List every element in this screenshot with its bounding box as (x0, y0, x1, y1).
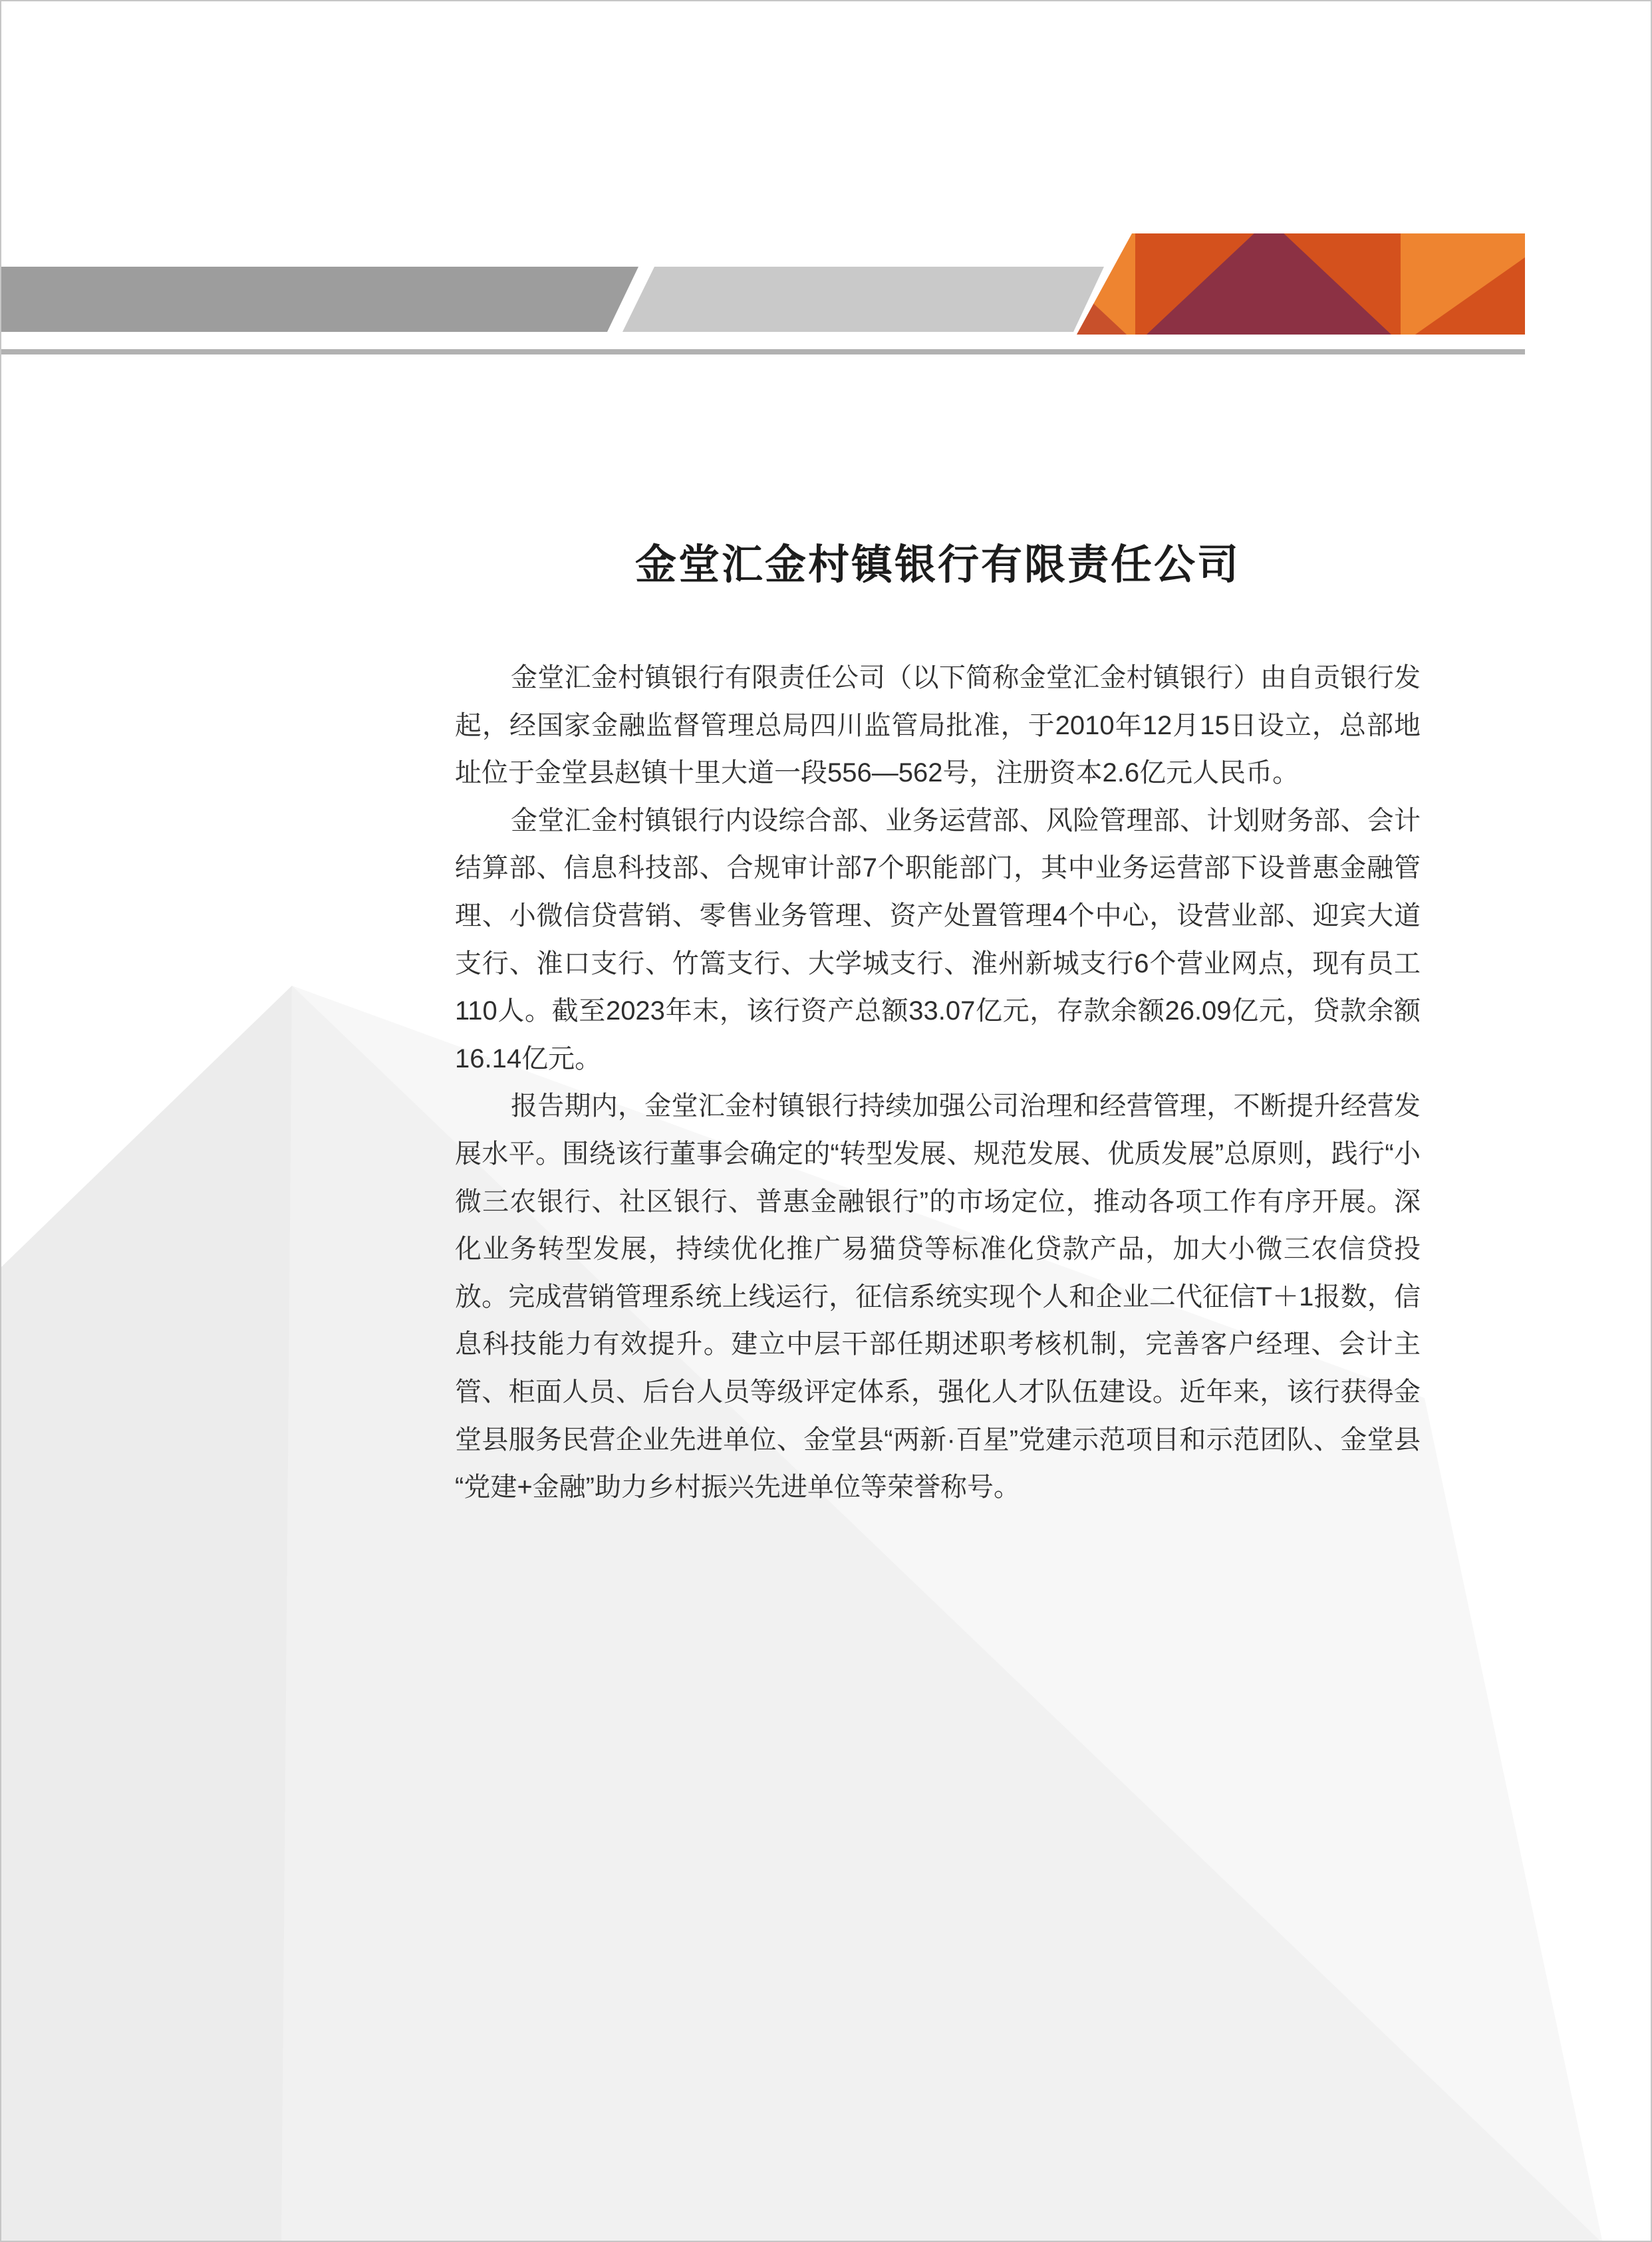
header-dark-parallelogram (1, 267, 638, 332)
article-line: 微三农银行、社区银行、普惠金融银行”的市场定位，推动各项工作有序开展。深 (455, 1187, 1421, 1216)
header-rule-line (1, 349, 1525, 354)
article-line: 管、柜面人员、后台人员等级评定体系，强化人才队伍建设。近年来，该行获得金 (455, 1377, 1421, 1407)
page-title: 金堂汇金村镇银行有限责任公司 (634, 542, 1240, 588)
article-line: 址位于金堂县赵镇十里大道一段556—562号，注册资本2.6亿元人民币。 (455, 758, 1300, 788)
article-line: 金堂汇金村镇银行内设综合部、业务运营部、风险管理部、计划财务部、会计 (511, 805, 1421, 835)
article-line: 支行、淮口支行、竹篙支行、大学城支行、淮州新城支行6个营业网点，现有员工 (455, 948, 1421, 978)
article-body (455, 654, 1421, 1512)
article-line: 化业务转型发展，持续优化推广易猫贷等标准化贷款产品，加大小微三农信贷投 (455, 1234, 1421, 1264)
article-line: 110人。截至2023年末，该行资产总额33.07亿元，存款余额26.09亿元，贷款余额 (455, 996, 1421, 1026)
article-line: 堂县服务民营企业先进单位、金堂县“两新·百星”党建示范项目和示范团队、金堂县 (455, 1425, 1421, 1455)
article-line: 起，经国家金融监督管理总局四川监管局批准，于2010年12月15日设立，总部地 (455, 710, 1421, 740)
article-line: 息科技能力有效提升。建立中层干部任期述职考核机制，完善客户经理、会计主 (455, 1330, 1421, 1359)
article-line: 理、小微信贷营销、零售业务管理、资产处置管理4个中心，设营业部、迎宾大道 (455, 901, 1421, 930)
article-line: 金堂汇金村镇银行有限责任公司（以下简称金堂汇金村镇银行）由自贡银行发 (511, 663, 1421, 692)
article-line: 16.14亿元。 (455, 1044, 602, 1073)
article-line: 报告期内，金堂汇金村镇银行持续加强公司治理和经营管理，不断提升经营发 (511, 1091, 1421, 1121)
article-line: 展水平。围绕该行董事会确定的“转型发展、规范发展、优质发展”总原则，践行“小 (455, 1139, 1421, 1169)
header-orange-mosaic (1077, 219, 1525, 335)
article-line: “党建+金融”助力乡村振兴先进单位等荣誉称号。 (455, 1472, 1020, 1502)
header-light-parallelogram (622, 267, 1104, 332)
article-line: 结算部、信息科技部、合规审计部7个职能部门，其中业务运营部下设普惠金融管 (455, 853, 1421, 883)
watermark-left-facet (1, 986, 292, 2242)
article-line: 放。完成营销管理系统上线运行，征信系统实现个人和企业二代征信T＋1报数，信 (455, 1282, 1421, 1312)
